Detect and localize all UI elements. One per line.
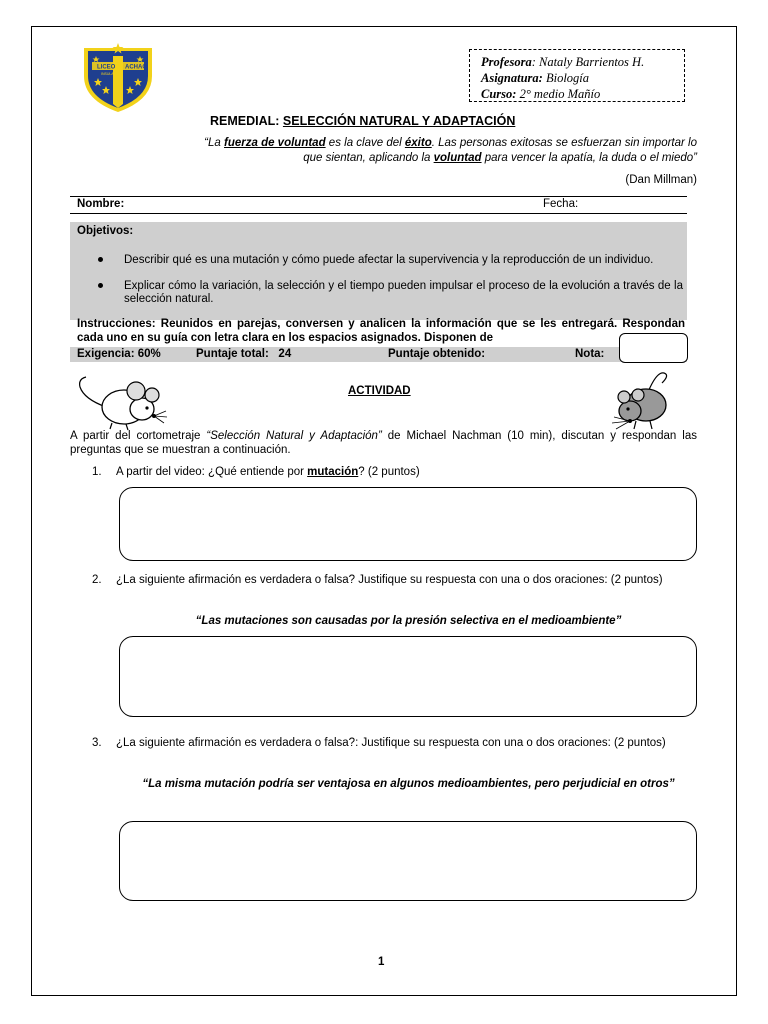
question-statement: “Las mutaciones son causadas por la presión selectiva en el medioambiente”	[195, 615, 622, 627]
objective-item	[98, 280, 683, 306]
quote-author: (Dan Millman)	[625, 174, 697, 186]
question-text-part: A partir del video: ¿Qué entiende por	[116, 466, 308, 478]
objective-text: Describir qué es una mutación y cómo puede afectar la supervivencia y la reproducción de un individuo.	[124, 254, 654, 266]
question-number: 2.	[92, 574, 102, 586]
objective-item	[98, 254, 683, 267]
question-keyword: mutación	[307, 466, 359, 478]
answer-box-3[interactable]	[119, 821, 697, 901]
activity-intro	[70, 430, 697, 457]
course-label: Curso:	[481, 87, 517, 101]
school-logo	[80, 42, 156, 114]
intro-text: de Michael Nachman (10 min), discutan y respondan las preguntas que se muestran a continuación.	[70, 430, 697, 456]
logo-text-liceo: LICEO	[97, 64, 116, 71]
bullet-icon	[98, 257, 103, 262]
question-number: 1.	[92, 466, 102, 478]
quote-part: “La	[204, 137, 224, 149]
mouse-illustration-right	[606, 367, 698, 435]
page-number: 1	[378, 956, 385, 968]
logo-text-achao: ACHAO	[125, 64, 147, 71]
question-text: ¿La siguiente afirmación es verdadera o falsa?: Justifique su respuesta con una o dos oraciones: (2 puntos)	[116, 737, 666, 749]
exigencia: Exigencia: 60%	[77, 348, 161, 360]
teacher-info-box	[469, 49, 685, 102]
question-text	[116, 466, 697, 480]
quote-part: para vencer la apatía, la duda o el miedo”	[481, 151, 697, 164]
mouse-illustration-left	[76, 367, 168, 435]
teacher-value: : Nataly Barrientos H.	[531, 55, 645, 69]
answer-box-1[interactable]	[119, 487, 697, 561]
bullet-icon	[98, 283, 103, 288]
quote-bold: fuerza de voluntad	[224, 137, 326, 149]
subject-label: Asignatura:	[481, 71, 543, 85]
quote-part: . Las personas exitosas se esfuerzan sin importar lo que sientan, aplicando la	[303, 137, 697, 164]
motivational-quote	[190, 136, 697, 165]
question-text-part: ? (2 puntos)	[358, 466, 420, 478]
quote-bold: éxito	[404, 137, 432, 149]
question-statement: “La misma mutación podría ser ventajosa en algunos medioambientes, pero perjudicial en otros”	[142, 778, 675, 790]
instructions: Instrucciones: Reunidos en parejas, conversen y analicen la información que se les entregará. Respondan cada uno en su guía con letra clara en los espacios asignados. Disponen de	[77, 318, 685, 344]
total-score: Puntaje total: 24	[196, 348, 292, 360]
answer-box-2[interactable]	[119, 636, 697, 717]
grade-label: Nota:	[575, 348, 605, 360]
intro-text: A partir del cortometraje	[70, 430, 207, 442]
course-value: 2° medio Mañío	[516, 87, 601, 101]
title-main: SELECCIÓN NATURAL Y ADAPTACIÓN	[282, 114, 516, 128]
obtained-score: Puntaje obtenido:	[388, 348, 486, 360]
question-text: ¿La siguiente afirmación es verdadera o falsa? Justifique su respuesta con una o dos oraciones: (2 puntos)	[116, 574, 663, 586]
quote-part: es la clave del	[325, 137, 405, 149]
grade-box[interactable]	[619, 333, 688, 363]
objectives-title: Objetivos:	[77, 225, 134, 237]
subject-value: Biología	[542, 71, 590, 85]
activity-title: ACTIVIDAD	[348, 385, 411, 397]
intro-title: “Selección Natural y Adaptación”	[206, 430, 382, 442]
divider	[70, 196, 687, 197]
date-label: Fecha:	[543, 198, 579, 210]
name-label: Nombre:	[77, 198, 125, 210]
objective-text: Explicar cómo la variación, la selección y el tiempo pueden impulsar el proceso de la evolución a través de la selección natural.	[124, 280, 683, 305]
quote-bold: voluntad	[433, 151, 482, 164]
teacher-label: Profesora	[481, 55, 532, 69]
question-number: 3.	[92, 737, 102, 749]
document-title	[210, 114, 570, 128]
title-prefix: REMEDIAL:	[210, 114, 283, 128]
name-line[interactable]	[70, 213, 687, 214]
logo-text-insular: INSULAR	[101, 72, 117, 76]
